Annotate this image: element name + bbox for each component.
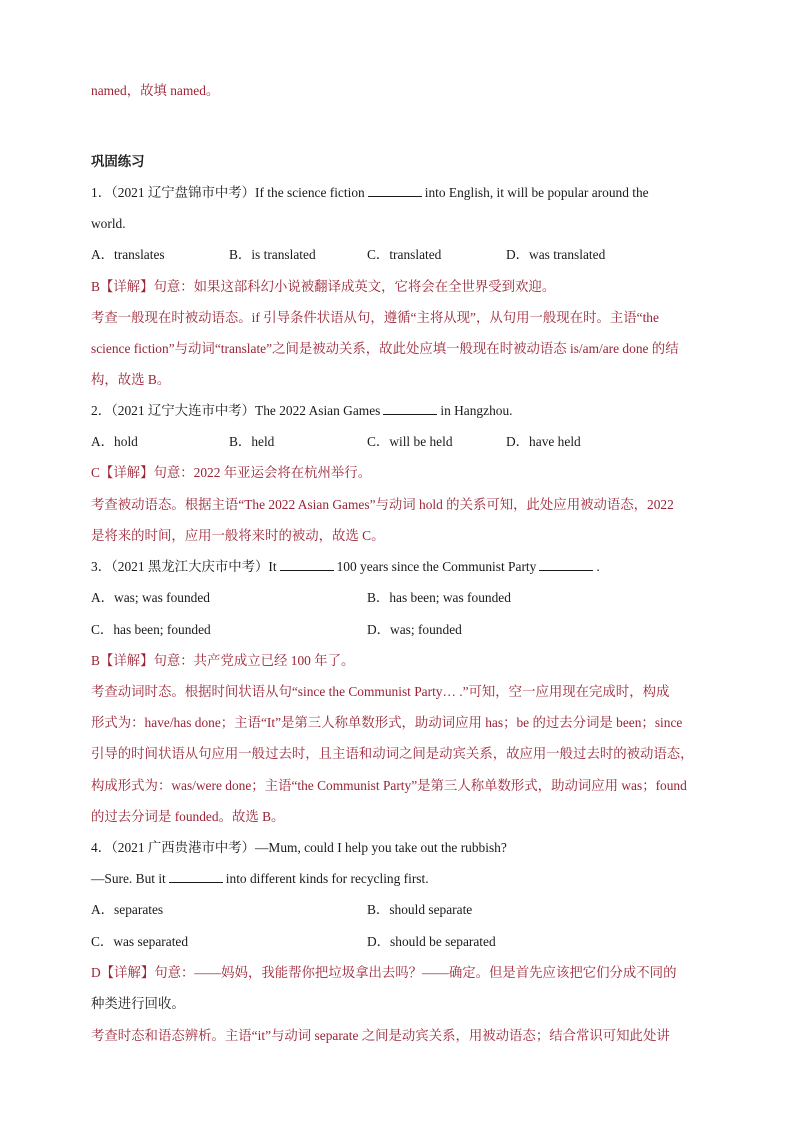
q2-option-b: B．held	[229, 434, 275, 449]
answer-blank	[383, 402, 437, 415]
q1-option-c: C．translated	[367, 247, 442, 262]
answer-blank	[368, 184, 422, 197]
q1-stem-part: into English, it will be popular around the	[424, 185, 649, 200]
section-title: 巩固练习	[91, 154, 145, 169]
answer-blank	[539, 558, 593, 571]
q2-answer: C【详解】句意：2022 年亚运会将在杭州举行。	[91, 465, 372, 480]
q1-answer: B【详解】句意：如果这部科幻小说被翻译成英文，它将会在全世界受到欢迎。	[91, 279, 556, 294]
q4-stem-cont	[91, 870, 429, 888]
q1-option-b: B．is translated	[229, 247, 316, 262]
q2-explanation: 是将来的时间，应用一般将来时的被动，故选 C。	[91, 528, 385, 543]
q4-option-b: B．should separate	[367, 902, 473, 917]
q1-stem-part: 1．（2021 辽宁盘锦市中考）If the science fiction	[91, 185, 365, 200]
q3-explanation: 形式为：have/has done；主语“It”是第三人称单数形式，助动词应用 has；be 的过去分词是 been；since	[91, 715, 683, 730]
answer-blank	[280, 558, 334, 571]
q3-explanation: 考查动词时态。根据时间状语从句“since the Communist Party… .”可知，空一应用现在完成时，构成	[91, 684, 670, 699]
q3-stem-part: .	[596, 559, 600, 574]
q3-explanation: 引导的时间状语从句应用一般过去时，且主语和动词之间是动宾关系，故应用一般过去时的被动语态，	[91, 746, 694, 761]
q4-option-a: A．separates	[91, 902, 164, 917]
q1-explanation: 构，故选 B。	[91, 372, 171, 387]
q3-option-b: B．has been; was founded	[367, 590, 511, 605]
q1-stem-cont: world.	[91, 216, 126, 231]
q2-stem-part: in Hangzhou.	[440, 403, 513, 418]
q4-stem: 4．（2021 广西贵港市中考）—Mum, could I help you take out the rubbish?	[91, 840, 507, 855]
q3-stem	[91, 558, 600, 576]
q3-explanation: 构成形式为：was/were done；主语“the Communist Party”是第三人称单数形式，助动词应用 was；found	[91, 778, 687, 793]
q1-stem	[91, 184, 649, 202]
q3-option-c: C．has been; founded	[91, 622, 211, 637]
q2-stem	[91, 402, 513, 420]
q3-option-d: D．was; founded	[367, 622, 462, 637]
q1-explanation: science fiction”与动词“translate”之间是被动关系，故此处应填一般现在时被动语态 is/am/are done 的结	[91, 341, 679, 356]
q4-option-d: D．should be separated	[367, 934, 496, 949]
q4-explanation: 考查时态和语态辨析。主语“it”与动词 separate 之间是动宾关系，用被动语态；结合常识可知此处讲	[91, 1028, 670, 1043]
q3-explanation: 的过去分词是 founded。故选 B。	[91, 809, 285, 824]
q2-option-a: A．hold	[91, 434, 138, 449]
q4-answer: D【详解】句意：——妈妈，我能帮你把垃圾拿出去吗？——确定。但是首先应该把它们分成不同的	[91, 965, 677, 980]
q2-option-d: D．have held	[506, 434, 581, 449]
q3-answer: B【详解】句意：共产党成立已经 100 年了。	[91, 653, 355, 668]
q3-stem-part: 100 years since the Communist Party	[336, 559, 537, 574]
q2-option-c: C．will be held	[367, 434, 453, 449]
q4-answer-cont: 种类进行回收。	[91, 996, 185, 1011]
intro-text: named，故填 named。	[91, 83, 220, 98]
q1-option-d: D．was translated	[506, 247, 606, 262]
answer-blank	[169, 870, 223, 883]
q4-option-c: C．was separated	[91, 934, 189, 949]
q1-explanation: 考查一般现在时被动语态。if 引导条件状语从句，遵循“主将从现”，从句用一般现在时。主语“the	[91, 310, 659, 325]
q1-option-a: A．translates	[91, 247, 165, 262]
q2-stem-part: 2．（2021 辽宁大连市中考）The 2022 Asian Games	[91, 403, 381, 418]
q3-stem-part: 3．（2021 黑龙江大庆市中考）It	[91, 559, 277, 574]
q4-stem-part: —Sure. But it	[91, 871, 166, 886]
q3-option-a: A．was; was founded	[91, 590, 211, 605]
q2-explanation: 考查被动语态。根据主语“The 2022 Asian Games”与动词 hold 的关系可知，此处应用被动语态，2022	[91, 497, 674, 512]
q4-stem-part: into different kinds for recycling first.	[225, 871, 429, 886]
